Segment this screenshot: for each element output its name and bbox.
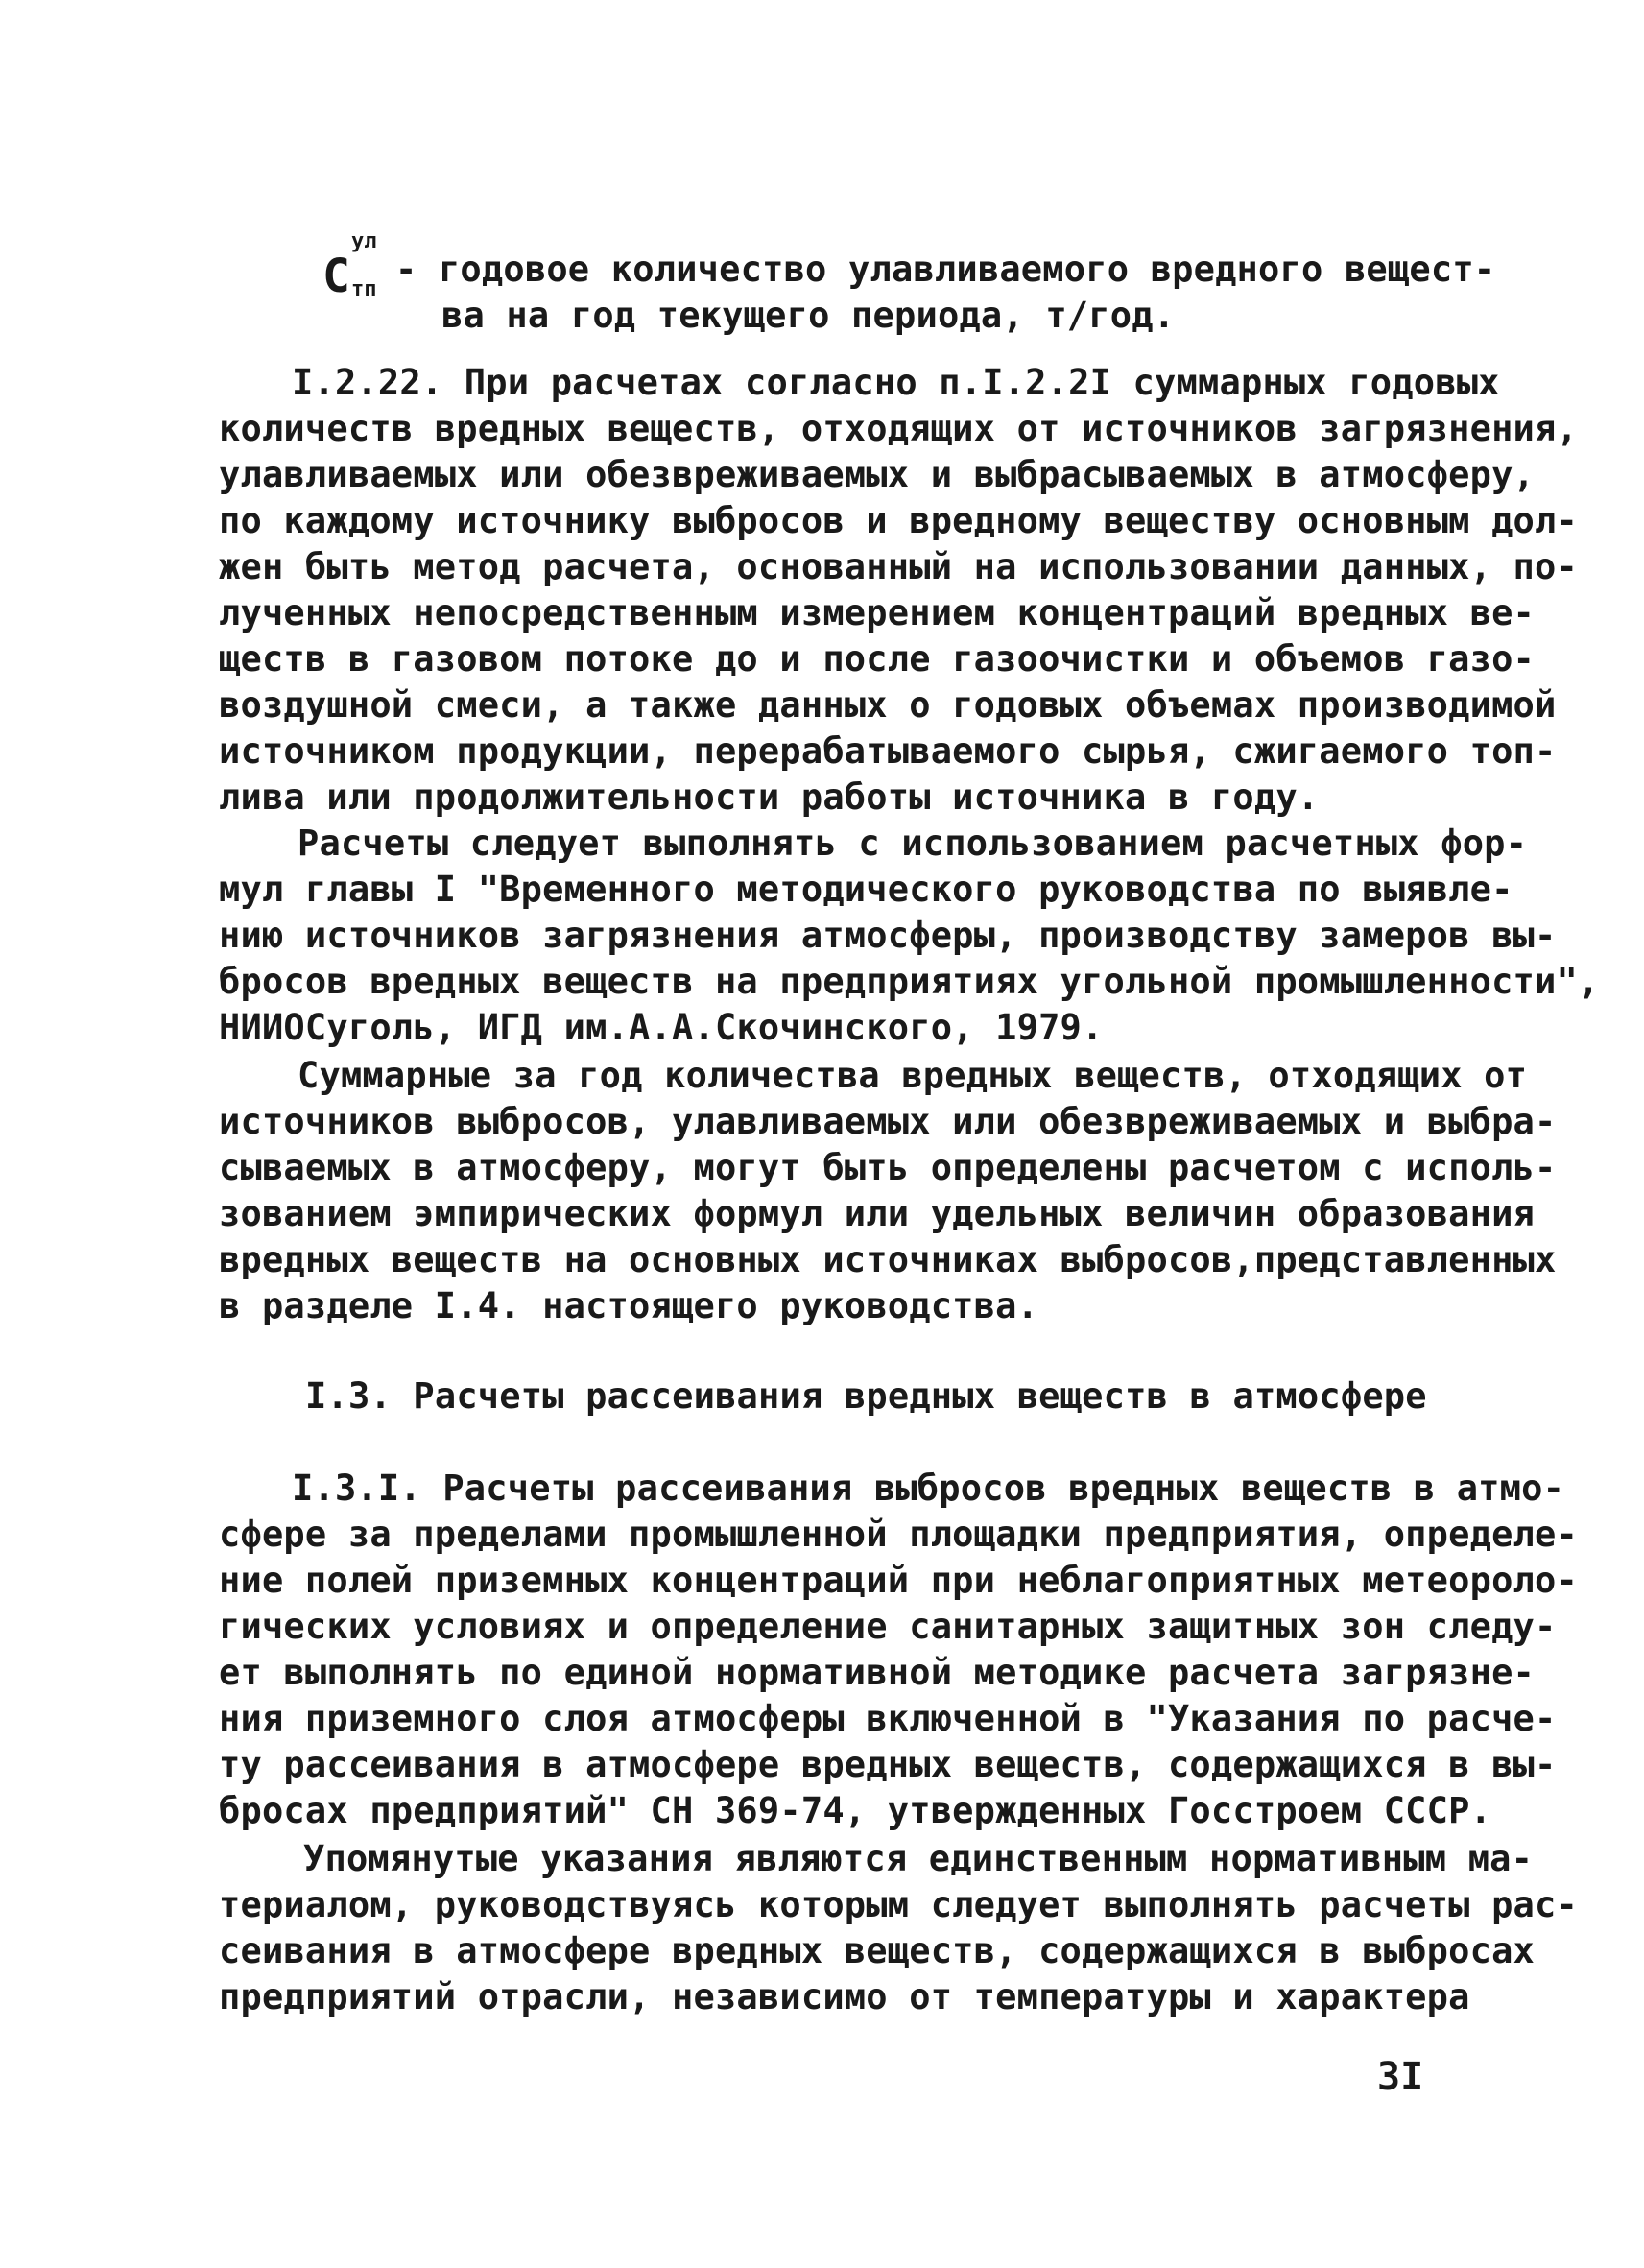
text-line: мул главы I "Временного методического руководства по выявле- [219, 869, 1513, 910]
text-line: ния приземного слоя атмосферы включенной в "Указания по расче- [219, 1698, 1557, 1739]
text-line: ет выполнять по единой нормативной методике расчета загрязне- [219, 1652, 1536, 1693]
text-line: сеивания в атмосфере вредных веществ, содержащихся в выбросах [219, 1930, 1536, 1971]
formula-symbol-base: C [322, 250, 350, 303]
text-line: териалом, руководствуясь которым следует выполнять расчеты рас- [219, 1884, 1578, 1925]
text-line: сфере за пределами промышленной площадки предприятия, определе- [219, 1514, 1578, 1555]
formula-symbol-subscript: тп [351, 277, 377, 301]
text-line: улавливаемых или обезвреживаемых и выбрасываемых в атмосферу, [219, 454, 1536, 495]
text-line: гических условиях и определение санитарных защитных зон следу- [219, 1606, 1557, 1647]
text-line: зованием эмпирических формул или удельных величин образования [219, 1193, 1536, 1234]
formula-symbol-superscript: ул [351, 229, 377, 253]
section-heading: I.3. Расчеты рассеивания вредных веществ в атмосфере [305, 1375, 1427, 1417]
text-line: в разделе I.4. настоящего руководства. [219, 1285, 1039, 1326]
text-line: лученных непосредственным измерением концентраций вредных ве- [219, 592, 1536, 633]
text-line: ние полей приземных концентраций при неблагоприятных метеороло- [219, 1560, 1578, 1601]
text-line: бросов вредных веществ на предприятиях угольной промышленности", [219, 961, 1600, 1002]
text-line: I.2.22. При расчетах согласно п.I.2.2I суммарных годовых [292, 362, 1500, 403]
text-line: I.3.I. Расчеты рассеивания выбросов вредных веществ в атмо- [292, 1468, 1565, 1509]
text-line: источником продукции, перерабатываемого сырья, сжигаемого топ- [219, 730, 1557, 772]
text-line: ществ в газовом потоке до и после газоочистки и объемов газо- [219, 638, 1536, 680]
page-number: 3I [1377, 2055, 1424, 2099]
text-line: количеств вредных веществ, отходящих от источников загрязнения, [219, 408, 1578, 449]
text-line: Упомянутые указания являются единственным нормативным ма- [303, 1838, 1534, 1879]
text-line: бросах предприятий" СН 369-74, утвержденных Госстроем СССР. [219, 1790, 1492, 1831]
text-line: Расчеты следует выполнять с использованием расчетных фор- [298, 823, 1528, 864]
text-line: нию источников загрязнения атмосферы, производству замеров вы- [219, 915, 1557, 956]
text-line: вредных веществ на основных источниках выбросов,представленных [219, 1239, 1557, 1280]
text-line: воздушной смеси, а также данных о годовых объемах производимой [219, 684, 1557, 726]
text-line: по каждому источнику выбросов и вредному веществу основным дол- [219, 500, 1578, 541]
text-line: сываемых в атмосферу, могут быть определены расчетом с исполь- [219, 1147, 1557, 1188]
text-line: Суммарные за год количества вредных веществ, отходящих от [298, 1055, 1528, 1096]
text-line: жен быть метод расчета, основанный на использовании данных, по- [219, 546, 1578, 587]
text-line: НИИОСуголь, ИГД им.А.А.Скочинского, 1979. [219, 1007, 1104, 1048]
text-line: - годовое количество улавливаемого вредного вещест- [395, 249, 1496, 290]
text-line: источников выбросов, улавливаемых или обезвреживаемых и выбра- [219, 1101, 1557, 1142]
text-line: ту рассеивания в атмосфере вредных веществ, содержащихся в вы- [219, 1744, 1557, 1785]
text-line: ва на год текущего периода, т/год. [441, 295, 1176, 336]
text-line: предприятий отрасли, независимо от температуры и характера [219, 1976, 1470, 2017]
text-line: лива или продолжительности работы источника в году. [219, 776, 1320, 818]
